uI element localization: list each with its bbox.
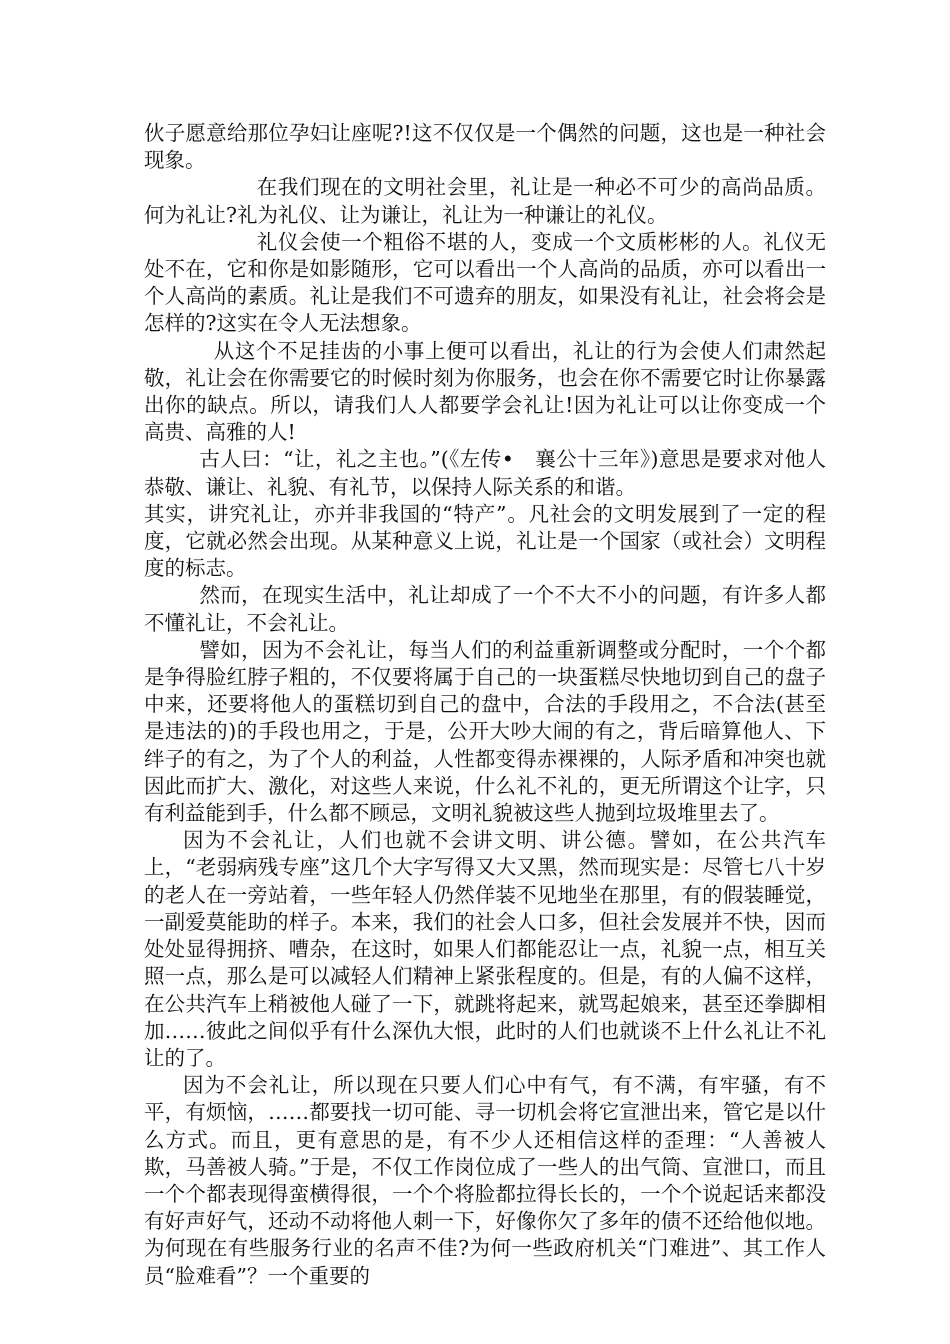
paragraph-5: 古人曰：“让，礼之主也。”(《左传• 襄公十三年》)意思是要求对他人恭敬、谦让、礼貌、有礼节，以保持人际关系的和谐。 <box>144 447 826 499</box>
paragraph-8: 譬如，因为不会礼让，每当人们的利益重新调整或分配时，一个个都是争得脸红脖子粗的，不仅要将属于自己的一块蛋糕尽快地切到自己的盘子中来，还要将他人的蛋糕切到自己的盘中，合法的手段用之，不合法(甚至是违法的)的手段也用之，于是，公开大吵大闹的有之，背后暗算他人、下绊子的有之，为了个人的利益，人性都变得赤裸裸的，人际矛盾和冲突也就因此而扩大、激化，对这些人来说，什么礼不礼的，更无所谓这个让字，只有利益能到手，什么都不顾忌，文明礼貌被这些人抛到垃圾堆里去了。 <box>144 637 826 826</box>
paragraph-4: 从这个不足挂齿的小事上便可以看出，礼让的行为会使人们肃然起敬，礼让会在你需要它的时候时刻为你服务，也会在你不需要它时让你暴露出你的缺点。所以，请我们人人都要学会礼让!因为礼让可以让你变成一个高贵、高雅的人! <box>144 338 826 445</box>
paragraph-10: 因为不会礼让，所以现在只要人们心中有气，有不满，有牢骚，有不平，有烦恼，……都要找一切可能、寻一切机会将它宣泄出来，管它是以什么方式。而且，更有意思的是，有不少人还相信这样的歪理：“人善被人欺，马善被人骑。”于是，不仅工作岗位成了一些人的出气筒、宣泄口，而且一个个都表现得蛮横得很，一个个将脸都拉得长长的，一个个说起话来都没有好声好气，还动不动将他人刺一下，好像你欠了多年的债不还给他似地。为何现在有些服务行业的名声不佳?为何一些政府机关“门难进”、其工作人员“脸难看”？一个重要的 <box>144 1073 826 1288</box>
paragraph-7: 然而，在现实生活中，礼让却成了一个不大不小的问题，有许多人都不懂礼让，不会礼让。 <box>144 583 826 635</box>
paragraph-2: 在我们现在的文明社会里，礼让是一种必不可少的高尚品质。何为礼让?礼为礼仪、让为谦让，礼让为一种谦让的礼仪。 <box>144 175 826 227</box>
document-body <box>144 120 826 1290</box>
paragraph-3: 礼仪会使一个粗俗不堪的人，变成一个文质彬彬的人。礼仪无处不在，它和你是如影随形，它可以看出一个人高尚的品质，亦可以看出一个人高尚的素质。礼让是我们不可遗弃的朋友，如果没有礼让，社会将会是怎样的?这实在令人无法想象。 <box>144 229 826 336</box>
paragraph-6: 其实，讲究礼让，亦并非我国的“特产”。凡社会的文明发展到了一定的程度，它就必然会出现。从某种意义上说，礼让是一个国家（或社会）文明程度的标志。 <box>144 501 826 581</box>
paragraph-9: 因为不会礼让，人们也就不会讲文明、讲公德。譬如，在公共汽车上，“老弱病残专座”这几个大字写得又大又黑，然而现实是：尽管七八十岁的老人在一旁站着，一些年轻人仍然佯装不见地坐在那里，有的假装睡觉，一副爱莫能助的样子。本来，我们的社会人口多，但社会发展并不快，因而处处显得拥挤、嘈杂，在这时，如果人们都能忍让一点，礼貌一点，相互关照一点，那么是可以减轻人们精神上紧张程度的。但是，有的人偏不这样，在公共汽车上稍被他人碰了一下，就跳将起来，就骂起娘来，甚至还拳脚相加……彼此之间似乎有什么深仇大恨，此时的人们也就谈不上什么礼让不礼让的了。 <box>144 828 826 1070</box>
paragraph-1: 伙子愿意给那位孕妇让座呢?!这不仅仅是一个偶然的问题，这也是一种社会现象。 <box>144 121 826 173</box>
